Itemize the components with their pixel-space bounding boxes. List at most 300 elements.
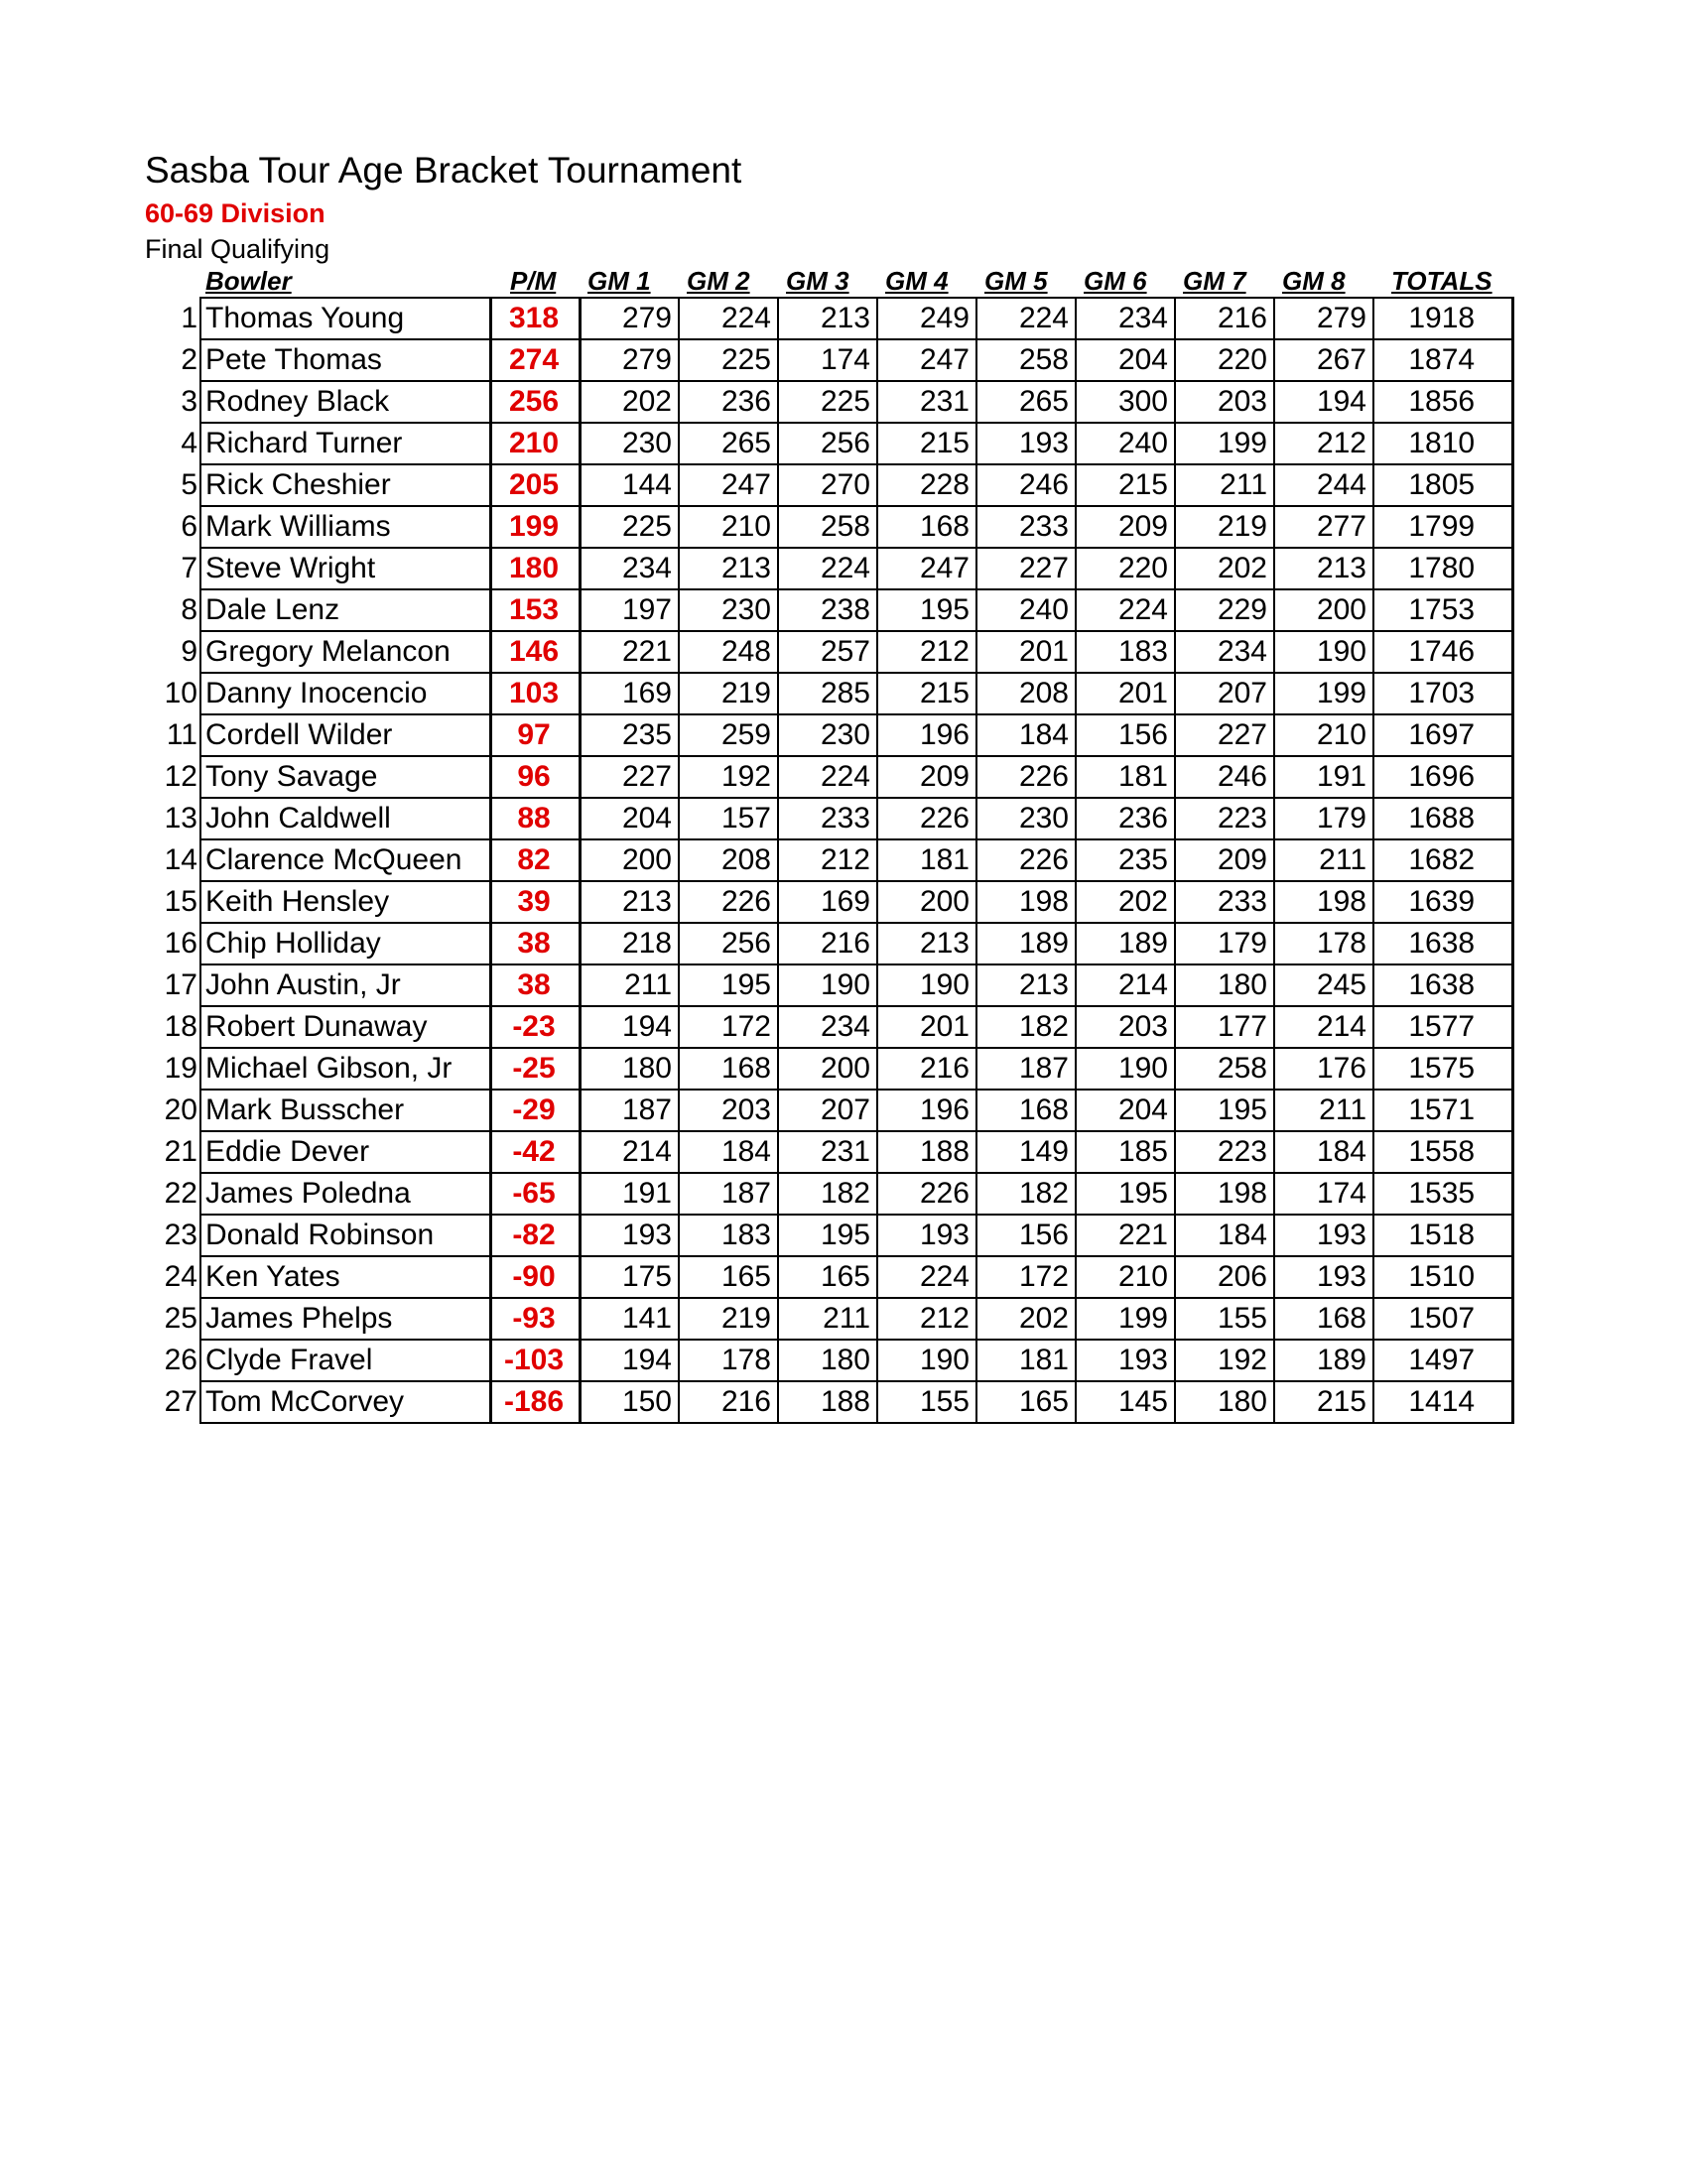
- total-cell: 1682: [1373, 839, 1512, 881]
- game-8-cell: 200: [1274, 589, 1373, 631]
- game-4-cell: 224: [877, 1256, 976, 1298]
- game-7-cell: 223: [1175, 1131, 1274, 1173]
- game-6-cell: 204: [1076, 339, 1175, 381]
- header-gm7: GM 7: [1183, 266, 1246, 296]
- game-6-cell: 199: [1076, 1298, 1175, 1340]
- game-7-cell: 229: [1175, 589, 1274, 631]
- game-7-cell: 246: [1175, 756, 1274, 798]
- rank-cell: 2: [181, 343, 197, 376]
- game-1-cell: 225: [580, 506, 679, 548]
- game-8-cell: 190: [1274, 631, 1373, 673]
- total-cell: 1746: [1373, 631, 1512, 673]
- game-6-cell: 190: [1076, 1048, 1175, 1090]
- game-7-cell: 211: [1175, 464, 1274, 506]
- header-gm4: GM 4: [885, 266, 949, 296]
- rank-cell: 6: [181, 510, 197, 543]
- table-row: [153, 1173, 1512, 1215]
- game-4-cell: 196: [877, 714, 976, 756]
- game-3-cell: 233: [778, 798, 877, 839]
- rank-cell: 1: [181, 302, 197, 334]
- rank-cell: 20: [164, 1093, 197, 1126]
- game-6-cell: 221: [1076, 1215, 1175, 1256]
- header-bowler: Bowler: [205, 266, 292, 296]
- game-7-cell: 207: [1175, 673, 1274, 714]
- game-3-cell: 285: [778, 673, 877, 714]
- bowler-name-cell: John Caldwell: [200, 798, 490, 839]
- game-2-cell: 219: [679, 673, 778, 714]
- plus-minus-cell: 153: [490, 589, 580, 631]
- table-row: [153, 548, 1512, 589]
- game-6-cell: 202: [1076, 881, 1175, 923]
- total-cell: 1510: [1373, 1256, 1512, 1298]
- game-1-cell: 193: [580, 1215, 679, 1256]
- game-1-cell: 180: [580, 1048, 679, 1090]
- game-7-cell: 199: [1175, 423, 1274, 464]
- game-1-cell: 194: [580, 1340, 679, 1381]
- game-8-cell: 179: [1274, 798, 1373, 839]
- results-table: [153, 297, 1514, 1424]
- game-3-cell: 231: [778, 1131, 877, 1173]
- game-7-cell: 180: [1175, 964, 1274, 1006]
- game-1-cell: 218: [580, 923, 679, 964]
- game-1-cell: 200: [580, 839, 679, 881]
- bowler-name-cell: Tony Savage: [200, 756, 490, 798]
- game-1-cell: 211: [580, 964, 679, 1006]
- table-row: [153, 631, 1512, 673]
- game-5-cell: 226: [976, 839, 1076, 881]
- game-7-cell: 233: [1175, 881, 1274, 923]
- header-gm3: GM 3: [786, 266, 849, 296]
- game-3-cell: 195: [778, 1215, 877, 1256]
- subtitle: Final Qualifying: [145, 234, 330, 264]
- game-7-cell: 179: [1175, 923, 1274, 964]
- game-8-cell: 168: [1274, 1298, 1373, 1340]
- bowler-name-cell: Robert Dunaway: [200, 1006, 490, 1048]
- game-2-cell: 265: [679, 423, 778, 464]
- plus-minus-cell: -103: [490, 1340, 580, 1381]
- game-3-cell: 257: [778, 631, 877, 673]
- game-4-cell: 190: [877, 964, 976, 1006]
- game-1-cell: 169: [580, 673, 679, 714]
- game-4-cell: 181: [877, 839, 976, 881]
- rank-cell: 17: [164, 968, 197, 1001]
- game-2-cell: 213: [679, 548, 778, 589]
- total-cell: 1856: [1373, 381, 1512, 423]
- rank-cell: 25: [164, 1302, 197, 1335]
- rank-cell: 10: [164, 677, 197, 709]
- game-6-cell: 185: [1076, 1131, 1175, 1173]
- table-row: [153, 298, 1512, 339]
- header-gm2: GM 2: [687, 266, 750, 296]
- game-4-cell: 226: [877, 798, 976, 839]
- total-cell: 1697: [1373, 714, 1512, 756]
- game-7-cell: 198: [1175, 1173, 1274, 1215]
- game-8-cell: 210: [1274, 714, 1373, 756]
- bowler-name-cell: Keith Hensley: [200, 881, 490, 923]
- game-3-cell: 213: [778, 298, 877, 339]
- game-2-cell: 225: [679, 339, 778, 381]
- game-7-cell: 209: [1175, 839, 1274, 881]
- game-5-cell: 246: [976, 464, 1076, 506]
- game-5-cell: 165: [976, 1381, 1076, 1423]
- game-5-cell: 182: [976, 1006, 1076, 1048]
- game-4-cell: 155: [877, 1381, 976, 1423]
- plus-minus-cell: 210: [490, 423, 580, 464]
- plus-minus-cell: 146: [490, 631, 580, 673]
- plus-minus-cell: 274: [490, 339, 580, 381]
- rank-cell: 16: [164, 927, 197, 960]
- total-cell: 1577: [1373, 1006, 1512, 1048]
- game-4-cell: 212: [877, 631, 976, 673]
- rank-cell: 23: [164, 1219, 197, 1251]
- rank-cell: 27: [164, 1385, 197, 1418]
- game-1-cell: 213: [580, 881, 679, 923]
- game-5-cell: 240: [976, 589, 1076, 631]
- game-2-cell: 178: [679, 1340, 778, 1381]
- game-3-cell: 230: [778, 714, 877, 756]
- game-4-cell: 247: [877, 548, 976, 589]
- bowler-name-cell: Steve Wright: [200, 548, 490, 589]
- bowler-name-cell: James Poledna: [200, 1173, 490, 1215]
- total-cell: 1753: [1373, 589, 1512, 631]
- total-cell: 1805: [1373, 464, 1512, 506]
- game-2-cell: 256: [679, 923, 778, 964]
- header-totals: TOTALS: [1391, 266, 1492, 296]
- game-7-cell: 206: [1175, 1256, 1274, 1298]
- game-3-cell: 256: [778, 423, 877, 464]
- game-4-cell: 228: [877, 464, 976, 506]
- game-1-cell: 150: [580, 1381, 679, 1423]
- game-7-cell: 220: [1175, 339, 1274, 381]
- plus-minus-cell: 199: [490, 506, 580, 548]
- game-8-cell: 193: [1274, 1256, 1373, 1298]
- game-5-cell: 189: [976, 923, 1076, 964]
- plus-minus-cell: 103: [490, 673, 580, 714]
- game-8-cell: 211: [1274, 1090, 1373, 1131]
- rank-cell: 7: [181, 552, 197, 584]
- total-cell: 1507: [1373, 1298, 1512, 1340]
- total-cell: 1799: [1373, 506, 1512, 548]
- game-7-cell: 219: [1175, 506, 1274, 548]
- game-2-cell: 236: [679, 381, 778, 423]
- game-2-cell: 195: [679, 964, 778, 1006]
- total-cell: 1780: [1373, 548, 1512, 589]
- game-7-cell: 216: [1175, 298, 1274, 339]
- game-1-cell: 234: [580, 548, 679, 589]
- table-row: [153, 1006, 1512, 1048]
- table-row: [153, 964, 1512, 1006]
- game-4-cell: 190: [877, 1340, 976, 1381]
- game-7-cell: 234: [1175, 631, 1274, 673]
- plus-minus-cell: -93: [490, 1298, 580, 1340]
- rank-cell: 22: [164, 1177, 197, 1210]
- game-7-cell: 203: [1175, 381, 1274, 423]
- total-cell: 1810: [1373, 423, 1512, 464]
- game-4-cell: 201: [877, 1006, 976, 1048]
- game-4-cell: 226: [877, 1173, 976, 1215]
- game-4-cell: 200: [877, 881, 976, 923]
- game-4-cell: 215: [877, 423, 976, 464]
- rank-cell: 12: [164, 760, 197, 793]
- table-row: [153, 839, 1512, 881]
- game-7-cell: 227: [1175, 714, 1274, 756]
- game-4-cell: 213: [877, 923, 976, 964]
- rank-cell: 21: [164, 1135, 197, 1168]
- game-4-cell: 196: [877, 1090, 976, 1131]
- game-6-cell: 189: [1076, 923, 1175, 964]
- rank-cell: 11: [166, 718, 197, 751]
- plus-minus-cell: -90: [490, 1256, 580, 1298]
- game-3-cell: 207: [778, 1090, 877, 1131]
- game-2-cell: 259: [679, 714, 778, 756]
- game-6-cell: 209: [1076, 506, 1175, 548]
- game-3-cell: 238: [778, 589, 877, 631]
- bowler-name-cell: Gregory Melancon: [200, 631, 490, 673]
- game-8-cell: 194: [1274, 381, 1373, 423]
- game-1-cell: 230: [580, 423, 679, 464]
- game-2-cell: 203: [679, 1090, 778, 1131]
- game-5-cell: 168: [976, 1090, 1076, 1131]
- total-cell: 1688: [1373, 798, 1512, 839]
- game-5-cell: 224: [976, 298, 1076, 339]
- game-1-cell: 194: [580, 1006, 679, 1048]
- game-8-cell: 193: [1274, 1215, 1373, 1256]
- bowler-name-cell: Eddie Dever: [200, 1131, 490, 1173]
- game-2-cell: 224: [679, 298, 778, 339]
- game-6-cell: 193: [1076, 1340, 1175, 1381]
- game-3-cell: 165: [778, 1256, 877, 1298]
- game-3-cell: 234: [778, 1006, 877, 1048]
- game-4-cell: 247: [877, 339, 976, 381]
- division-label: 60-69 Division: [145, 198, 325, 228]
- header-gm1: GM 1: [587, 266, 651, 296]
- plus-minus-cell: -25: [490, 1048, 580, 1090]
- game-3-cell: 224: [778, 548, 877, 589]
- plus-minus-cell: -23: [490, 1006, 580, 1048]
- table-row: [153, 673, 1512, 714]
- game-6-cell: 181: [1076, 756, 1175, 798]
- game-6-cell: 236: [1076, 798, 1175, 839]
- game-1-cell: 191: [580, 1173, 679, 1215]
- plus-minus-cell: 38: [490, 964, 580, 1006]
- game-3-cell: 212: [778, 839, 877, 881]
- game-8-cell: 199: [1274, 673, 1373, 714]
- table-row: [153, 1256, 1512, 1298]
- game-1-cell: 279: [580, 339, 679, 381]
- game-6-cell: 156: [1076, 714, 1175, 756]
- game-8-cell: 244: [1274, 464, 1373, 506]
- game-4-cell: 209: [877, 756, 976, 798]
- total-cell: 1414: [1373, 1381, 1512, 1423]
- plus-minus-cell: -82: [490, 1215, 580, 1256]
- table-header: [0, 266, 1687, 296]
- bowler-name-cell: Rodney Black: [200, 381, 490, 423]
- bowler-name-cell: Dale Lenz: [200, 589, 490, 631]
- game-8-cell: 245: [1274, 964, 1373, 1006]
- game-3-cell: 270: [778, 464, 877, 506]
- game-5-cell: 226: [976, 756, 1076, 798]
- total-cell: 1639: [1373, 881, 1512, 923]
- game-3-cell: 174: [778, 339, 877, 381]
- total-cell: 1703: [1373, 673, 1512, 714]
- game-5-cell: 258: [976, 339, 1076, 381]
- rank-cell: 18: [164, 1010, 197, 1043]
- plus-minus-cell: 256: [490, 381, 580, 423]
- bowler-name-cell: Tom McCorvey: [200, 1381, 490, 1423]
- game-7-cell: 195: [1175, 1090, 1274, 1131]
- bowler-name-cell: Mark Busscher: [200, 1090, 490, 1131]
- game-7-cell: 177: [1175, 1006, 1274, 1048]
- plus-minus-cell: 96: [490, 756, 580, 798]
- rank-cell: 8: [181, 593, 197, 626]
- game-2-cell: 208: [679, 839, 778, 881]
- game-4-cell: 215: [877, 673, 976, 714]
- plus-minus-cell: 205: [490, 464, 580, 506]
- table-row: [153, 1131, 1512, 1173]
- plus-minus-cell: 39: [490, 881, 580, 923]
- bowler-name-cell: Clarence McQueen: [200, 839, 490, 881]
- game-2-cell: 172: [679, 1006, 778, 1048]
- game-1-cell: 227: [580, 756, 679, 798]
- total-cell: 1558: [1373, 1131, 1512, 1173]
- game-5-cell: 182: [976, 1173, 1076, 1215]
- game-3-cell: 225: [778, 381, 877, 423]
- rank-cell: 26: [164, 1344, 197, 1376]
- total-cell: 1518: [1373, 1215, 1512, 1256]
- rank-cell: 19: [164, 1052, 197, 1085]
- game-1-cell: 197: [580, 589, 679, 631]
- game-5-cell: 208: [976, 673, 1076, 714]
- table-row: [153, 589, 1512, 631]
- game-4-cell: 195: [877, 589, 976, 631]
- game-3-cell: 188: [778, 1381, 877, 1423]
- table-row: [153, 339, 1512, 381]
- game-5-cell: 233: [976, 506, 1076, 548]
- rank-cell: 5: [181, 468, 197, 501]
- game-6-cell: 195: [1076, 1173, 1175, 1215]
- game-4-cell: 193: [877, 1215, 976, 1256]
- game-8-cell: 215: [1274, 1381, 1373, 1423]
- game-8-cell: 178: [1274, 923, 1373, 964]
- game-2-cell: 187: [679, 1173, 778, 1215]
- game-5-cell: 201: [976, 631, 1076, 673]
- game-2-cell: 226: [679, 881, 778, 923]
- game-2-cell: 165: [679, 1256, 778, 1298]
- game-1-cell: 175: [580, 1256, 679, 1298]
- table-row: [153, 1215, 1512, 1256]
- game-8-cell: 176: [1274, 1048, 1373, 1090]
- plus-minus-cell: 82: [490, 839, 580, 881]
- game-4-cell: 168: [877, 506, 976, 548]
- game-2-cell: 248: [679, 631, 778, 673]
- game-8-cell: 184: [1274, 1131, 1373, 1173]
- table-row: [153, 423, 1512, 464]
- game-6-cell: 203: [1076, 1006, 1175, 1048]
- game-8-cell: 214: [1274, 1006, 1373, 1048]
- game-5-cell: 265: [976, 381, 1076, 423]
- game-2-cell: 157: [679, 798, 778, 839]
- bowler-name-cell: Michael Gibson, Jr: [200, 1048, 490, 1090]
- bowler-name-cell: Richard Turner: [200, 423, 490, 464]
- game-4-cell: 231: [877, 381, 976, 423]
- game-8-cell: 189: [1274, 1340, 1373, 1381]
- game-8-cell: 279: [1274, 298, 1373, 339]
- plus-minus-cell: -29: [490, 1090, 580, 1131]
- game-8-cell: 212: [1274, 423, 1373, 464]
- game-3-cell: 211: [778, 1298, 877, 1340]
- game-6-cell: 235: [1076, 839, 1175, 881]
- game-3-cell: 169: [778, 881, 877, 923]
- game-2-cell: 230: [679, 589, 778, 631]
- game-2-cell: 216: [679, 1381, 778, 1423]
- table-row: [153, 464, 1512, 506]
- game-8-cell: 191: [1274, 756, 1373, 798]
- bowler-name-cell: Rick Cheshier: [200, 464, 490, 506]
- table-row: [153, 1340, 1512, 1381]
- game-1-cell: 235: [580, 714, 679, 756]
- game-4-cell: 216: [877, 1048, 976, 1090]
- plus-minus-cell: -42: [490, 1131, 580, 1173]
- game-7-cell: 202: [1175, 548, 1274, 589]
- rank-cell: 9: [181, 635, 197, 668]
- game-6-cell: 215: [1076, 464, 1175, 506]
- game-5-cell: 184: [976, 714, 1076, 756]
- table-row: [153, 714, 1512, 756]
- header-gm8: GM 8: [1282, 266, 1346, 296]
- game-6-cell: 183: [1076, 631, 1175, 673]
- table-row: [153, 1381, 1512, 1423]
- game-7-cell: 184: [1175, 1215, 1274, 1256]
- game-5-cell: 156: [976, 1215, 1076, 1256]
- rank-cell: 15: [164, 885, 197, 918]
- table-row: [153, 1090, 1512, 1131]
- game-5-cell: 198: [976, 881, 1076, 923]
- table-row: [153, 798, 1512, 839]
- header-gm5: GM 5: [984, 266, 1048, 296]
- bowler-name-cell: Donald Robinson: [200, 1215, 490, 1256]
- game-3-cell: 224: [778, 756, 877, 798]
- game-1-cell: 202: [580, 381, 679, 423]
- plus-minus-cell: -65: [490, 1173, 580, 1215]
- rank-cell: 14: [164, 843, 197, 876]
- header-pm: P/M: [510, 266, 557, 296]
- game-1-cell: 214: [580, 1131, 679, 1173]
- total-cell: 1535: [1373, 1173, 1512, 1215]
- game-1-cell: 279: [580, 298, 679, 339]
- plus-minus-cell: 88: [490, 798, 580, 839]
- total-cell: 1696: [1373, 756, 1512, 798]
- game-6-cell: 220: [1076, 548, 1175, 589]
- plus-minus-cell: 180: [490, 548, 580, 589]
- bowler-name-cell: Ken Yates: [200, 1256, 490, 1298]
- total-cell: 1874: [1373, 339, 1512, 381]
- game-7-cell: 155: [1175, 1298, 1274, 1340]
- game-5-cell: 149: [976, 1131, 1076, 1173]
- table-row: [153, 756, 1512, 798]
- game-6-cell: 204: [1076, 1090, 1175, 1131]
- table-row: [153, 1298, 1512, 1340]
- game-8-cell: 174: [1274, 1173, 1373, 1215]
- game-1-cell: 144: [580, 464, 679, 506]
- game-5-cell: 181: [976, 1340, 1076, 1381]
- game-7-cell: 192: [1175, 1340, 1274, 1381]
- game-2-cell: 210: [679, 506, 778, 548]
- table-row: [153, 381, 1512, 423]
- game-5-cell: 187: [976, 1048, 1076, 1090]
- bowler-name-cell: Chip Holliday: [200, 923, 490, 964]
- table-row: [153, 1048, 1512, 1090]
- bowler-name-cell: James Phelps: [200, 1298, 490, 1340]
